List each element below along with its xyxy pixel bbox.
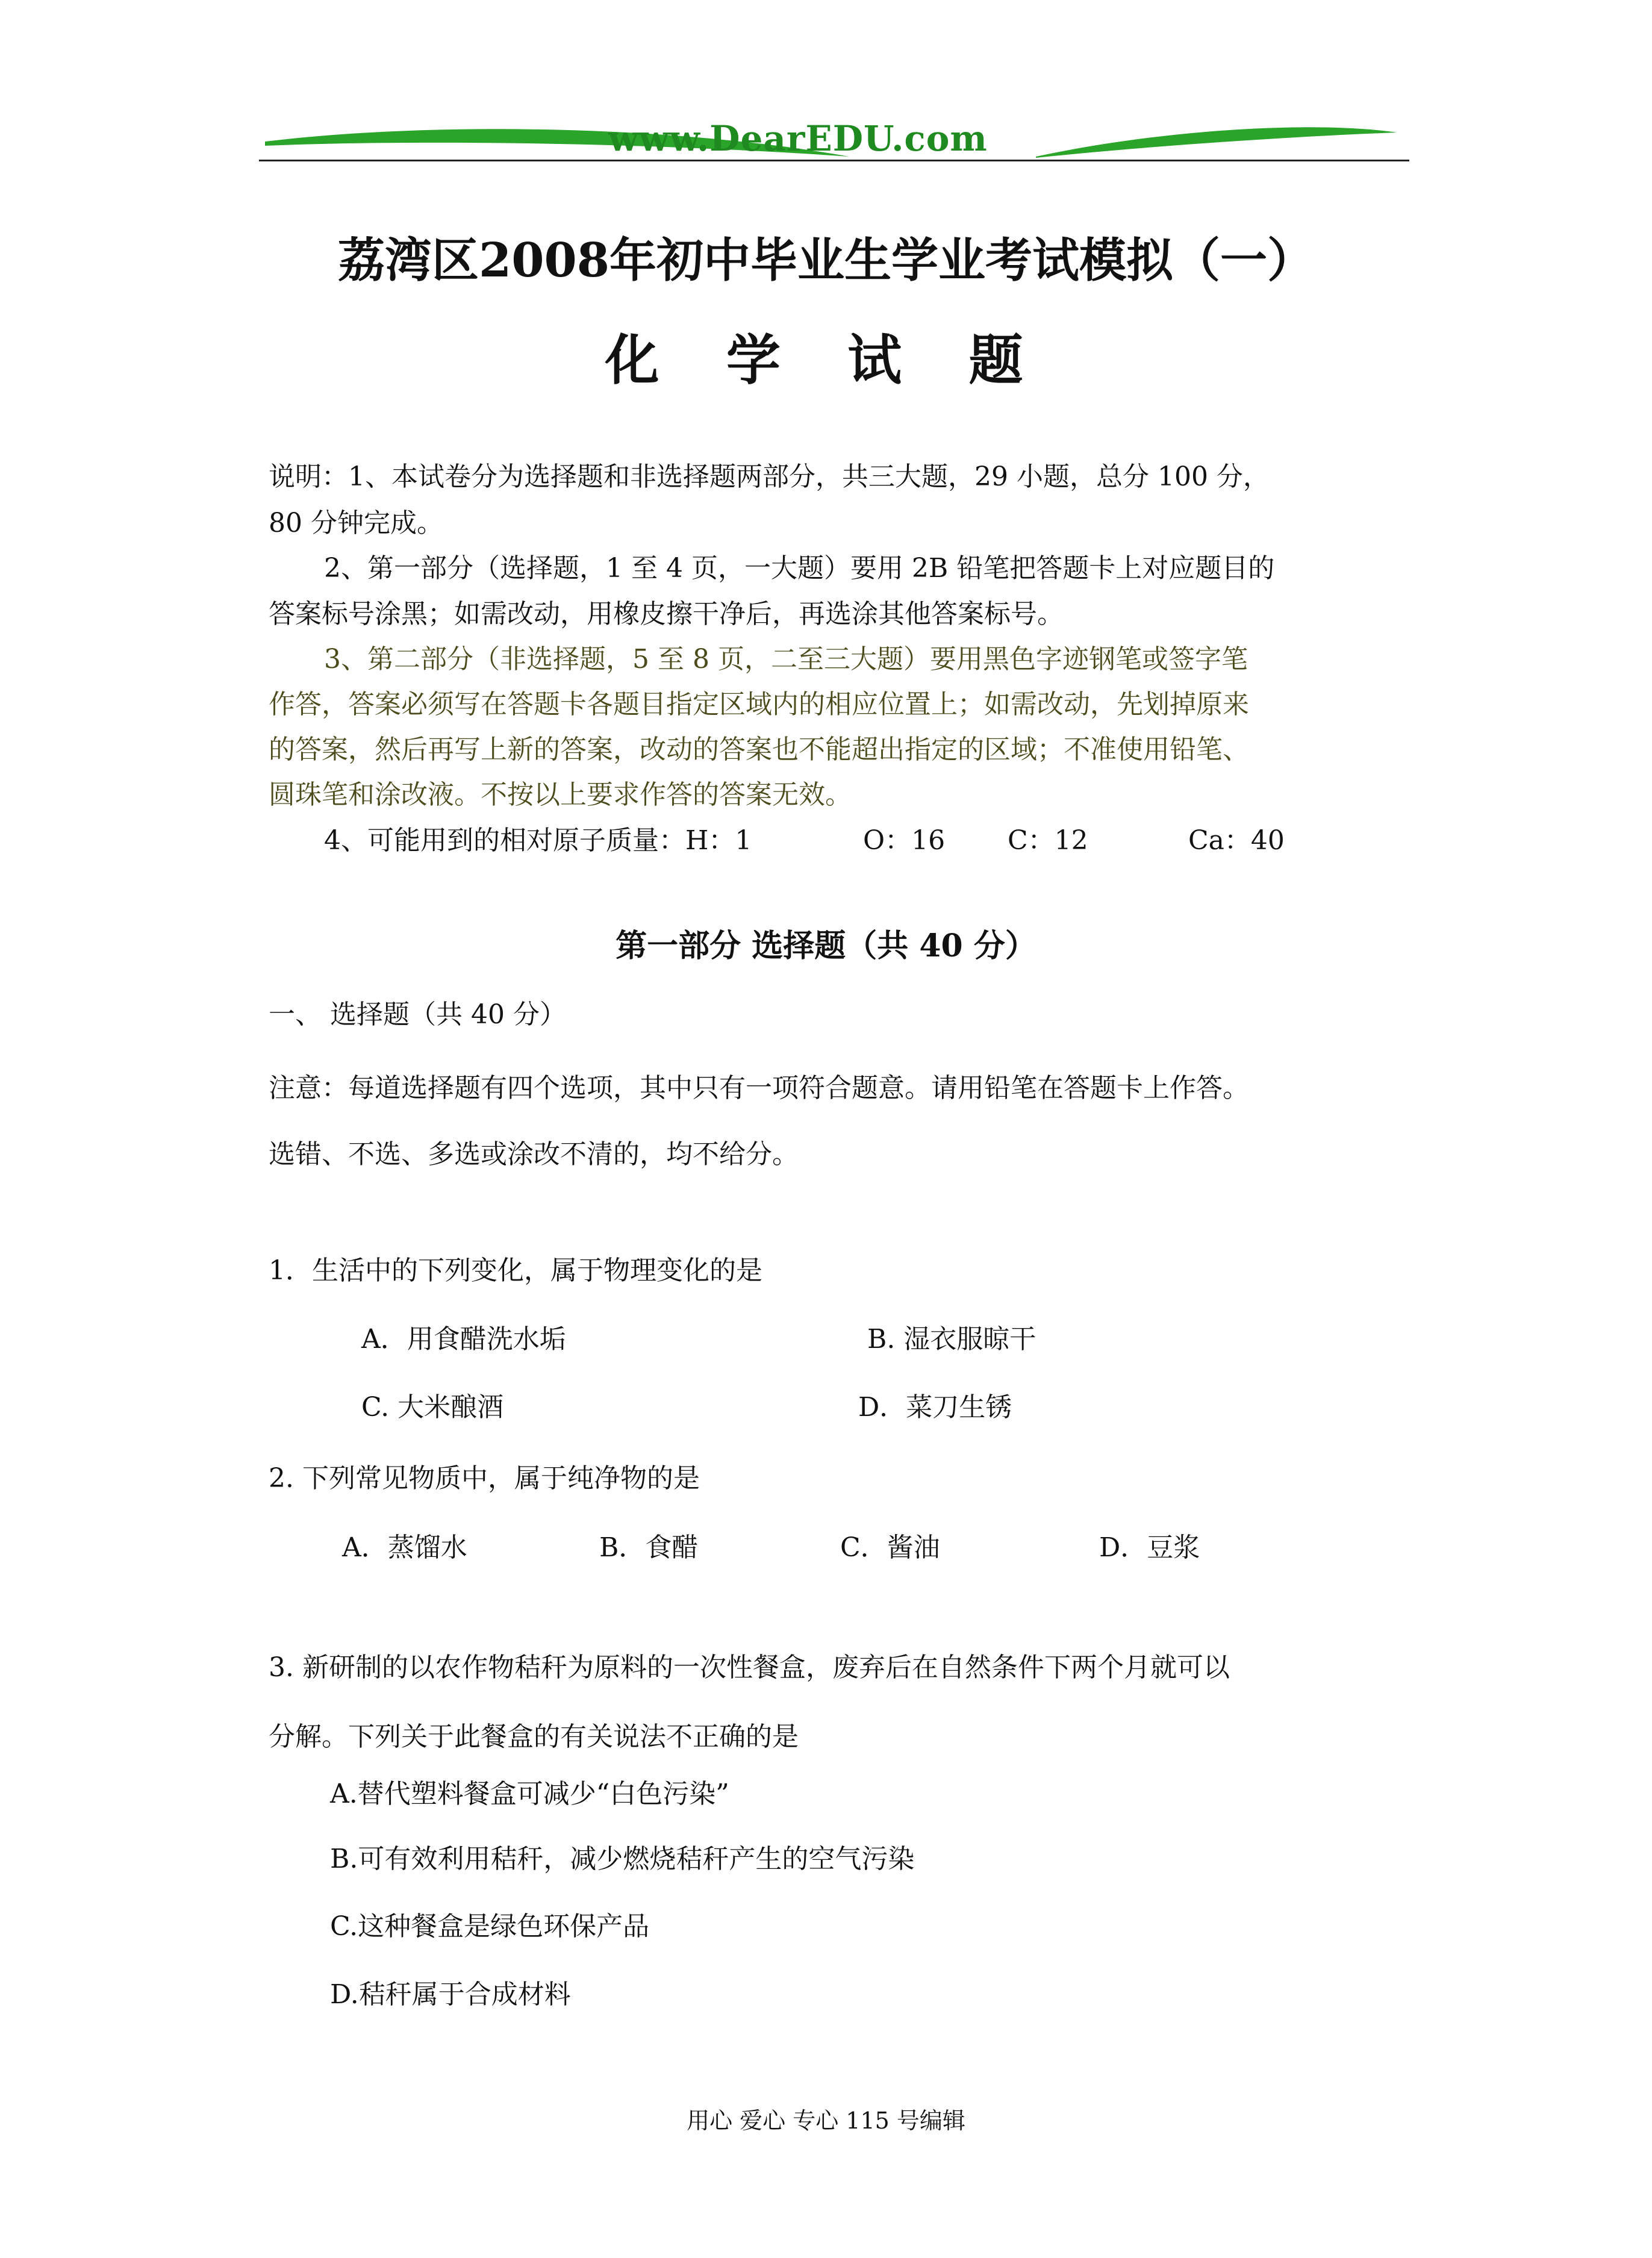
note-line: 注意：每道选择题有四个选项，其中只有一项符合题意。请用铅笔在答题卡上作答。 — [269, 1073, 1249, 1103]
option-c: C．酱油 — [840, 1532, 940, 1563]
option-d: D.秸秆属于合成材料 — [330, 1979, 571, 2010]
option-c: C. 大米酿酒 — [361, 1392, 504, 1423]
option-b: B. 湿衣服晾干 — [867, 1324, 1036, 1355]
instruction-line: 的答案，然后再写上新的答案，改动的答案也不能超出指定的区域；不准使用铅笔、 — [269, 734, 1249, 765]
option-d: D．菜刀生锈 — [858, 1392, 1012, 1423]
atomic-mass-ca: Ca：40 — [1188, 825, 1285, 856]
exam-subtitle: 化 学 试 题 — [605, 328, 1047, 392]
site-url[interactable]: www.DearEDU.com — [608, 118, 988, 159]
part-title: 第一部分 选择题（共 40 分） — [616, 928, 1036, 964]
note-line: 选错、不选、多选或涂改不清的，均不给分。 — [269, 1139, 799, 1170]
instruction-line: 3、第二部分（非选择题，5 至 8 页，二至三大题）要用黑色字迹钢笔或签字笔 — [324, 644, 1248, 675]
question-stem: 分解。下列关于此餐盒的有关说法不正确的是 — [269, 1721, 799, 1752]
option-c: C.这种餐盒是绿色环保产品 — [330, 1911, 650, 1942]
option-a: A．蒸馏水 — [342, 1532, 467, 1563]
instruction-line: 说明：1、本试卷分为选择题和非选择题两部分，共三大题，29 小题，总分 100 分， — [269, 461, 1270, 492]
exam-title: 荔湾区2008年初中毕业生学业考试模拟（一） — [337, 233, 1315, 288]
atomic-mass-label: 4、可能用到的相对原子质量：H：1 — [324, 825, 752, 856]
question-stem: 1．生活中的下列变化，属于物理变化的是 — [269, 1255, 762, 1286]
option-b: B．食醋 — [599, 1532, 699, 1563]
option-a: A.替代塑料餐盒可减少“白色污染” — [330, 1779, 729, 1809]
instruction-line: 作答，答案必须写在答题卡各题目指定区域内的相应位置上；如需改动，先划掉原来 — [269, 689, 1249, 720]
instruction-line: 圆珠笔和涂改液。不按以上要求作答的答案无效。 — [269, 779, 852, 810]
instruction-line: 答案标号涂黑；如需改动，用橡皮擦干净后，再选涂其他答案标号。 — [269, 599, 1064, 629]
atomic-mass-c: C：12 — [1008, 825, 1088, 856]
option-b: B.可有效利用秸秆，减少燃烧秸秆产生的空气污染 — [330, 1844, 915, 1874]
atomic-mass-o: O：16 — [863, 825, 946, 856]
section-heading: 一、 选择题（共 40 分） — [269, 999, 566, 1030]
instruction-line: 2、第一部分（选择题，1 至 4 页，一大题）要用 2B 铅笔把答题卡上对应题目的 — [324, 553, 1275, 584]
option-a: A．用食醋洗水垢 — [361, 1324, 566, 1355]
option-d: D．豆浆 — [1099, 1532, 1200, 1563]
question-stem: 3. 新研制的以农作物秸秆为原料的一次性餐盒，废弃后在自然条件下两个月就可以 — [269, 1652, 1230, 1683]
instruction-line: 80 分钟完成。 — [269, 508, 443, 538]
header-rule — [259, 160, 1409, 161]
page-footer: 用心 爱心 专心 115 号编辑 — [687, 2107, 965, 2134]
question-stem: 2. 下列常见物质中，属于纯净物的是 — [269, 1463, 700, 1494]
